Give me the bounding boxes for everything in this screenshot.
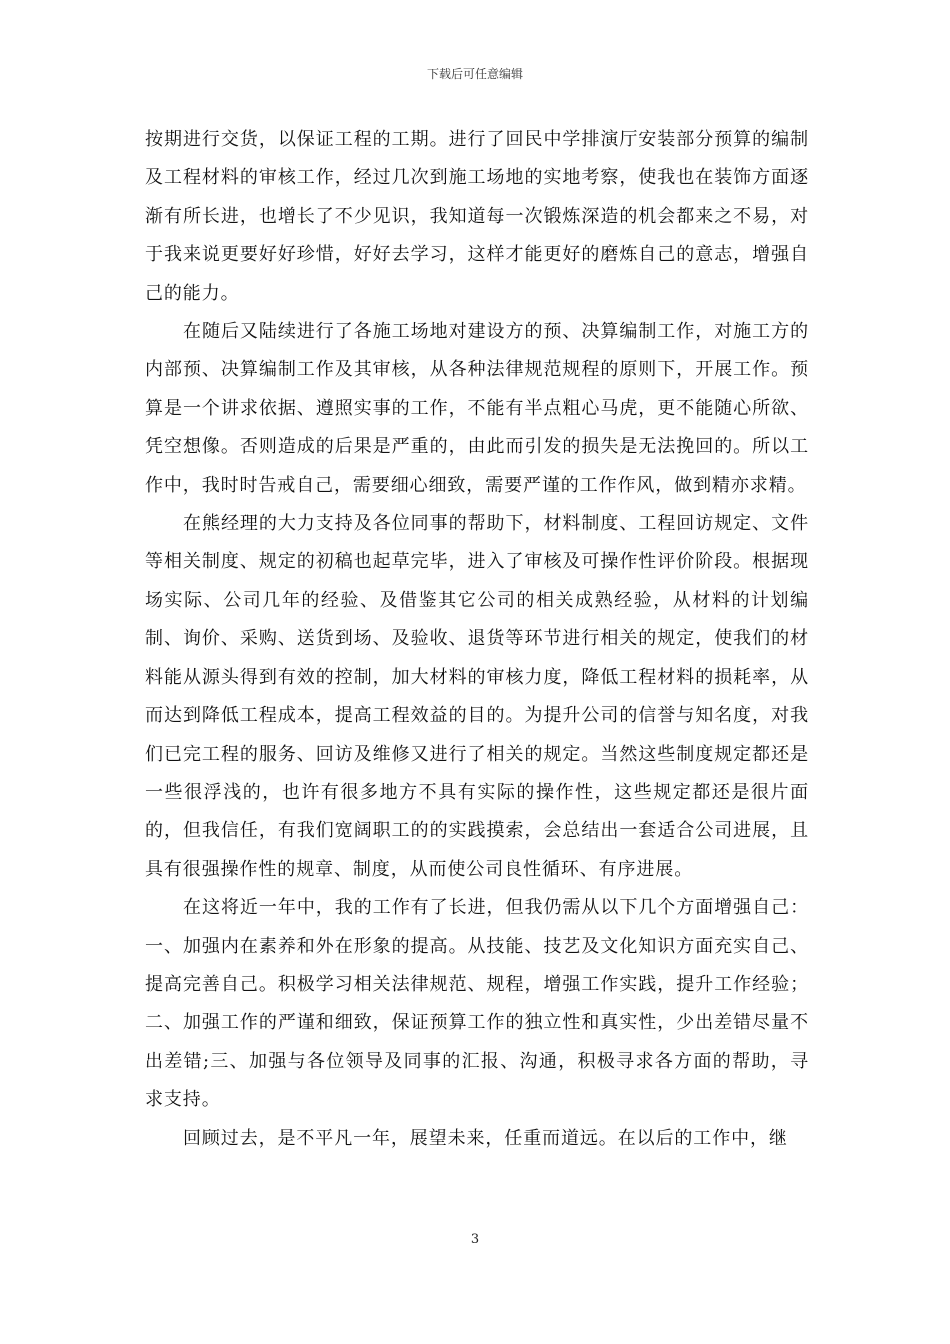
- page-number: 3: [470, 1232, 480, 1247]
- paragraph-continuation: 按期进行交货，以保证工程的工期。进行了回民中学排演厅安装部分预算的编制及工程材料的审核工作，经过几次到施工场地的实地考察，使我也在装饰方面逐渐有所长进，也增长了不少见识，我知道每一次锻炼深造的机会都来之不易，对于我来说更要好好珍惜，好好去学习，这样才能更好的磨炼自己的意志，增强自己的能力。: [145, 129, 809, 304]
- paragraph-material-rules: 在熊经理的大力支持及各位同事的帮助下，材料制度、工程回访规定、文件等相关制度、规定的初稿也起草完毕，进入了审核及可操作性评价阶段。根据现场实际、公司几年的经验、及借鉴其它公司的相关成熟经验，从材料的计划编制、询价、采购、送货到场、及验收、退货等环节进行相关的规定，使我们的材料能从源头得到有效的控制，加大材料的审核力度，降低工程材料的损耗率，从而达到降低工程成本，提高工程效益的目的。为提升公司的信誉与知名度，对我们已完工程的服务、回访及维修又进行了相关的规定。当然这些制度规定都还是一些很浮浅的，也许有很多地方不具有实际的操作性，这些规定都还是很片面的，但我信任，有我们宽阔职工的的实践摸索，会总结出一套适合公司进展，且具有很强操作性的规章、制度，从而使公司良性循环、有序进展。: [145, 513, 809, 880]
- paragraph-self-improvement: 在这将近一年中，我的工作有了长进，但我仍需从以下几个方面增强自己：一、加强内在素养和外在形象的提高。从技能、技艺及文化知识方面充实自己、提高完善自己。积极学习相关法律规范、规程，增强工作实践，提升工作经验；二、加强工作的严谨和细致，保证预算工作的独立性和真实性，少出差错尽量不出差错;三、加强与各位领导及同事的汇报、沟通，积极寻求各方面的帮助，寻求支持。: [145, 897, 809, 1111]
- document-body: [145, 121, 809, 1158]
- page-header: 下载后可任意编辑: [426, 67, 523, 81]
- paragraph-budget-work: 在随后又陆续进行了各施工场地对建设方的预、决算编制工作，对施工方的内部预、决算编制工作及其审核，从各种法律规范规程的原则下，开展工作。预算是一个讲求依据、遵照实事的工作，不能有半点粗心马虎，更不能随心所欲、凭空想像。否则造成的后果是严重的，由此而引发的损失是无法挽回的。所以工作中，我时时告戒自己，需要细心细致，需要严谨的工作作风，做到精亦求精。: [145, 321, 809, 496]
- paragraph-outlook: 回顾过去，是不平凡一年，展望未来，任重而道远。在以后的工作中，继: [183, 1127, 788, 1149]
